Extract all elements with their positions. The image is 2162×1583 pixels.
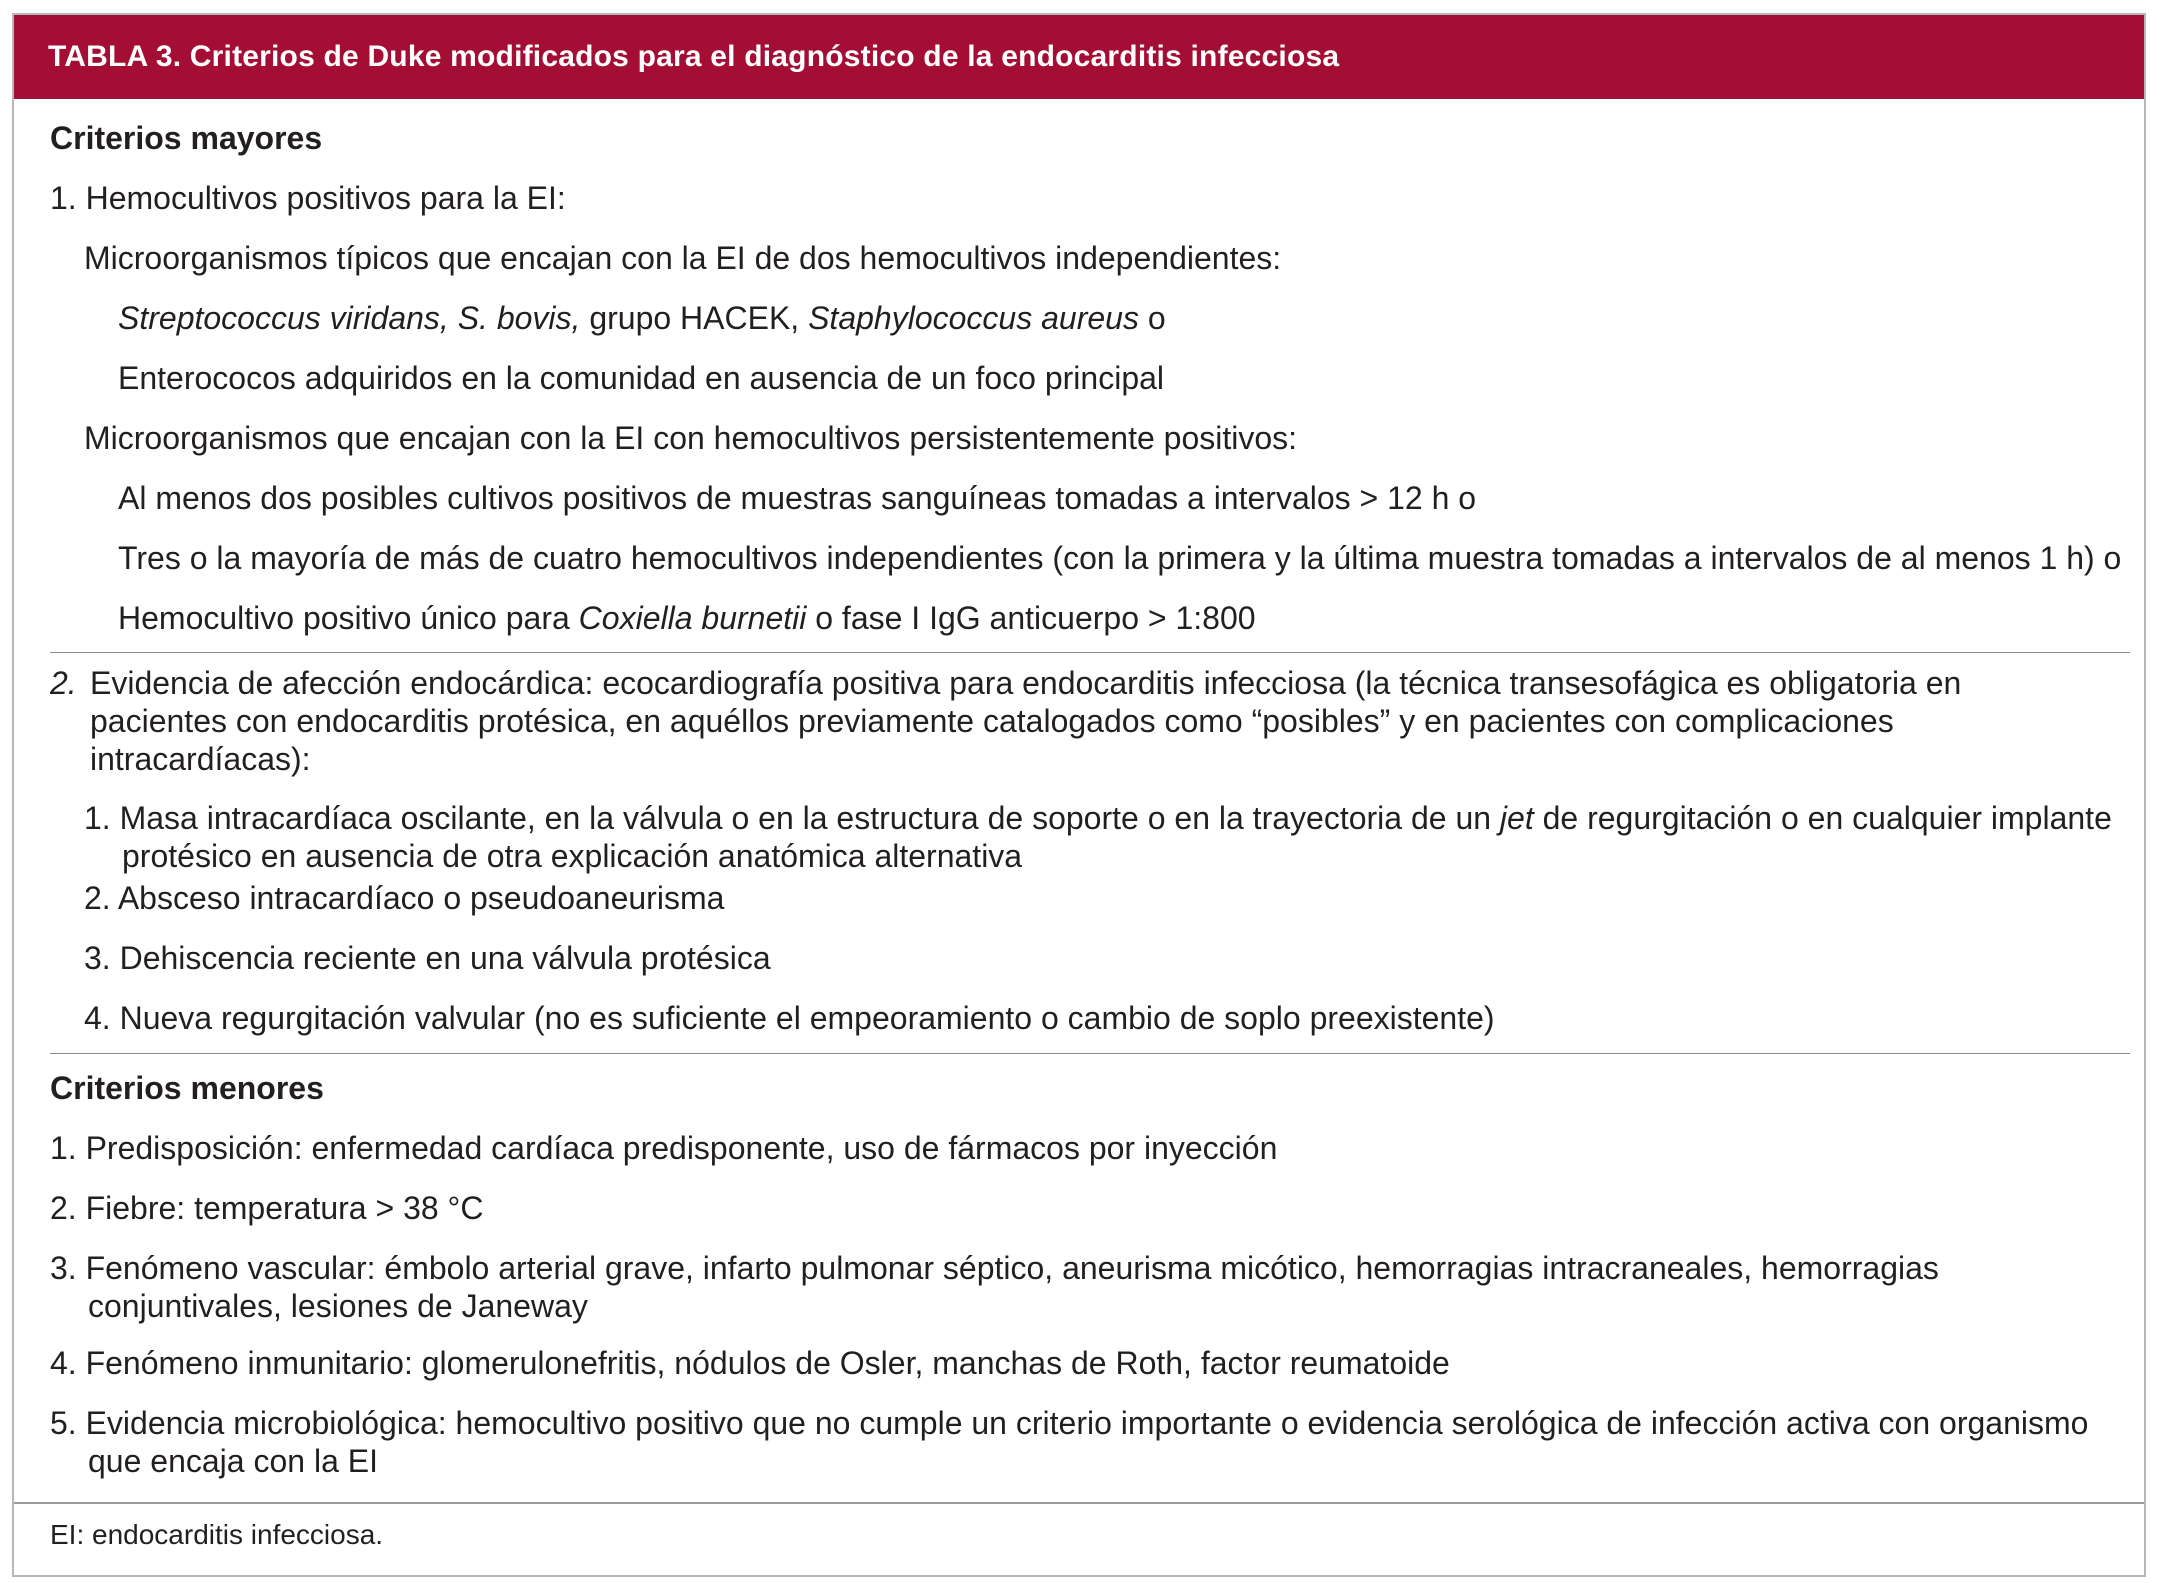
criteria-table	[12, 13, 2146, 1577]
major-item-2-number: 2.	[50, 665, 77, 701]
echo-item-1-prefix: 1. Masa intracardíaca oscilante, en la válvula o en la estructura de soporte o en la trayectoria de un	[84, 800, 1500, 836]
minor-item-5: 5. Evidencia microbiológica: hemocultivo positivo que no cumple un criterio importante o evidencia serológica de infección activa con organismo que encaja con la EI	[50, 1405, 2089, 1479]
footnote-divider	[14, 1502, 2144, 1504]
persistent-line-2: Tres o la mayoría de más de cuatro hemocultivos independientes (con la primera y la última muestra tomadas a intervalos de al menos 1 h) o	[118, 540, 2122, 576]
hacek-text: grupo HACEK,	[580, 300, 809, 336]
conjunction-text: o	[1138, 300, 1166, 336]
major-item-2-text: Evidencia de afección endocárdica: ecocardiografía positiva para endocarditis infecciosa (la técnica transesofágica es obligatoria en pacientes con endocarditis protésica, en aquéllos previamente catalogados como “posibles” y en pacientes con complicaciones intracardíacas):	[90, 665, 1962, 777]
major-item-1: 1. Hemocultivos positivos para la EI:	[50, 180, 566, 216]
persistent-line-1: Al menos dos posibles cultivos positivos de muestras sanguíneas tomadas a intervalos > 12 h o	[118, 480, 1477, 516]
organism-names-italic: Streptococcus viridans, S. bovis,	[118, 300, 581, 336]
footnote: EI: endocarditis infecciosa.	[50, 1519, 384, 1550]
minor-item-1: 1. Predisposición: enfermedad cardíaca predisponente, uso de fármacos por inyección	[50, 1130, 1278, 1166]
echo-item-4: 4. Nueva regurgitación valvular (no es suficiente el empeoramiento o cambio de soplo preexistente)	[84, 1000, 1495, 1036]
major-criteria-heading: Criterios mayores	[50, 120, 323, 156]
table-title: TABLA 3. Criterios de Duke modificados para el diagnóstico de la endocarditis infecciosa	[14, 15, 2144, 99]
enterococci-line: Enterococos adquiridos en la comunidad en ausencia de un foco principal	[118, 360, 1165, 396]
echo-item-3: 3. Dehiscencia reciente en una válvula protésica	[84, 940, 771, 976]
minor-item-2: 2. Fiebre: temperatura > 38 °C	[50, 1190, 484, 1226]
minor-criteria-heading: Criterios menores	[50, 1070, 324, 1106]
coxiella-italic: Coxiella burnetii	[578, 600, 807, 636]
section-divider	[50, 652, 2130, 653]
coxiella-prefix: Hemocultivo positivo único para	[118, 600, 579, 636]
echo-item-1	[84, 799, 2122, 875]
persistent-positive-label: Microorganismos que encajan con la EI con hemocultivos persistentemente positivos:	[84, 420, 1298, 456]
typical-organisms-label: Microorganismos típicos que encajan con la EI de dos hemocultivos independientes:	[84, 240, 1282, 276]
jet-italic: jet	[1499, 800, 1534, 836]
staph-aureus-italic: Staphylococcus aureus	[808, 300, 1139, 336]
echo-item-2: 2. Absceso intracardíaco o pseudoaneurisma	[84, 880, 725, 916]
echo-item-1-suffix: de regurgitación o en cualquier implante protésico en ausencia de otra explicación anatómica alternativa	[122, 800, 2112, 874]
minor-item-4: 4. Fenómeno inmunitario: glomerulonefritis, nódulos de Osler, manchas de Roth, factor reumatoide	[50, 1345, 1450, 1381]
typical-organisms-list	[118, 299, 1166, 337]
section-divider	[50, 1053, 2130, 1054]
persistent-line-3	[118, 599, 1256, 637]
minor-item-3: 3. Fenómeno vascular: émbolo arterial grave, infarto pulmonar séptico, aneurisma micótico, hemorragias intracraneales, hemorragias conjuntivales, lesiones de Janeway	[50, 1250, 1939, 1324]
coxiella-suffix: o fase I IgG anticuerpo > 1:800	[806, 600, 1256, 636]
